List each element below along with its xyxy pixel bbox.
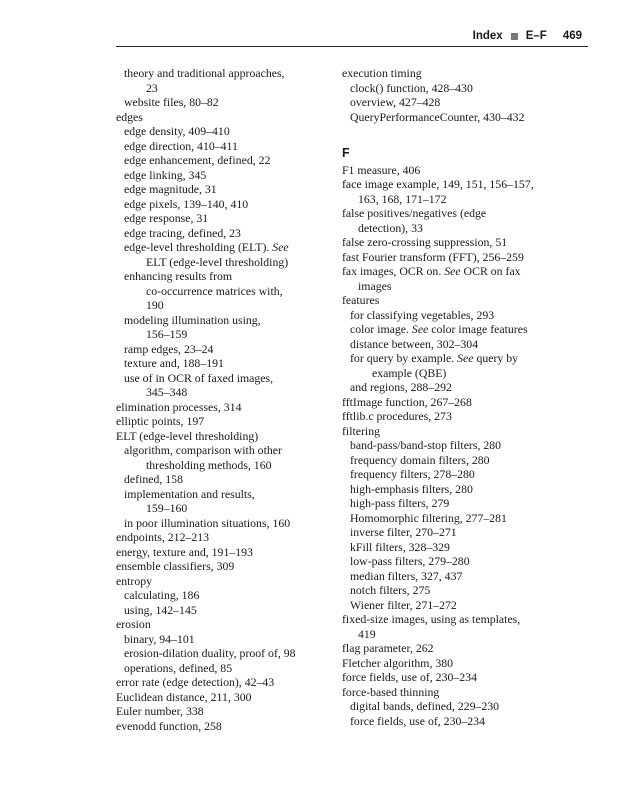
- running-header: [116, 30, 588, 46]
- index-entry: fftImage function, 267–268: [342, 394, 472, 409]
- index-entry: fixed-size images, using as templates,: [342, 612, 521, 626]
- index-subentry: erosion-dilation duality, proof of, 98: [124, 646, 296, 660]
- index-entry-continuation: 163, 168, 171–172: [358, 191, 447, 206]
- index-entry-continuation: 419: [358, 626, 376, 641]
- index-entry-continuation: co-occurrence matrices with,: [146, 283, 283, 298]
- index-entry: false positives/negatives (edge: [342, 206, 487, 220]
- index-subentry: theory and traditional approaches,: [124, 66, 285, 80]
- index-entry: filtering: [342, 423, 381, 438]
- index-subentry: texture and, 188–191: [124, 356, 224, 370]
- index-subentry: frequency filters, 278–280: [350, 467, 475, 481]
- index-entry-continuation: 23: [146, 80, 158, 95]
- index-subentry: ramp edges, 23–24: [124, 341, 214, 356]
- index-subentry: high-pass filters, 279: [350, 496, 450, 510]
- index-subentry: in poor illumination situations, 160: [124, 515, 291, 530]
- index-entry-continuation: thresholding methods, 160: [146, 457, 272, 472]
- header-range: E–F: [525, 30, 547, 42]
- index-entry: fftlib.c procedures, 273: [342, 409, 452, 423]
- index-subentry: band-pass/band-stop filters, 280: [350, 438, 502, 452]
- index-entry: entropy: [116, 573, 153, 588]
- index-subentry: website files, 80–82: [124, 95, 219, 109]
- index-entry-continuation: detection), 33: [358, 220, 423, 235]
- index-subentry: Wiener filter, 271–272: [350, 597, 457, 612]
- index-entry-continuation: example (QBE): [372, 365, 447, 380]
- index-subentry: median filters, 327, 437: [350, 568, 463, 583]
- index-entry: fast Fourier transform (FFT), 256–259: [342, 249, 524, 264]
- index-subentry: low-pass filters, 279–280: [350, 554, 470, 568]
- index-entry: Euler number, 338: [116, 704, 204, 718]
- index-entry: false zero-crossing suppression, 51: [342, 235, 508, 249]
- index-entry: flag parameter, 262: [342, 641, 434, 655]
- index-subentry: algorithm, comparison with other: [124, 443, 282, 457]
- index-subentry: defined, 158: [124, 472, 183, 486]
- index-entry: Euclidean distance, 211, 300: [116, 689, 252, 704]
- index-entry-continuation: 159–160: [146, 501, 188, 515]
- index-entry-continuation: 156–159: [146, 327, 188, 341]
- index-entry: Fletcher algorithm, 380: [342, 655, 454, 670]
- index-column-left: [116, 66, 324, 733]
- index-subentry: notch filters, 275: [350, 583, 431, 597]
- index-entry: endpoints, 212–213: [116, 530, 210, 544]
- index-entry-continuation: 190: [146, 298, 164, 312]
- header-rule: [116, 46, 588, 47]
- index-entry: elliptic points, 197: [116, 414, 205, 428]
- index-subentry: edge density, 409–410: [124, 124, 230, 138]
- index-subentry: edge response, 31: [124, 211, 209, 225]
- index-subentry: digital bands, defined, 229–230: [350, 699, 500, 713]
- index-subentry: edge enhancement, defined, 22: [124, 153, 271, 167]
- index-subentry: edge-level thresholding (ELT). See: [124, 240, 289, 254]
- header-title: Index: [472, 30, 503, 42]
- index-subentry: implementation and results,: [124, 486, 255, 501]
- page-number: 469: [562, 30, 582, 42]
- index-subentry: inverse filter, 270–271: [350, 525, 457, 539]
- index-subentry: enhancing results from: [124, 269, 233, 283]
- index-subentry: high-emphasis filters, 280: [350, 481, 473, 496]
- header-square-icon: [511, 33, 518, 40]
- index-entry: face image example, 149, 151, 156–157,: [342, 177, 534, 191]
- index-subentry: and regions, 288–292: [350, 380, 452, 394]
- index-subentry: edge tracing, defined, 23: [124, 225, 241, 240]
- index-entry: force-based thinning: [342, 684, 440, 699]
- index-entry: erosion: [116, 617, 151, 631]
- index-entry: edges: [116, 109, 143, 124]
- index-entry: evenodd function, 258: [116, 718, 222, 733]
- index-entry: features: [342, 293, 380, 307]
- index-subentry: binary, 94–101: [124, 631, 195, 646]
- index-entry: force fields, use of, 230–234: [342, 670, 477, 684]
- index-subentry: Homomorphic filtering, 277–281: [350, 510, 507, 525]
- index-subentry: edge magnitude, 31: [124, 182, 217, 196]
- index-entry: energy, texture and, 191–193: [116, 544, 253, 559]
- index-subentry: distance between, 302–304: [350, 336, 479, 351]
- index-subentry: use of in OCR of faxed images,: [124, 370, 274, 385]
- index-entry-continuation: ELT (edge-level thresholding): [146, 254, 289, 269]
- index-subentry: calculating, 186: [124, 588, 200, 602]
- index-subentry: color image. See color image features: [350, 322, 528, 336]
- index-subentry: overview, 427–428: [350, 95, 441, 109]
- index-subentry: operations, defined, 85: [124, 660, 233, 675]
- index-entry: execution timing: [342, 66, 422, 80]
- index-subentry: edge pixels, 139–140, 410: [124, 196, 249, 211]
- index-entry-continuation: images: [358, 278, 392, 293]
- index-entry: error rate (edge detection), 42–43: [116, 675, 275, 689]
- index-subentry: kFill filters, 328–329: [350, 539, 450, 554]
- index-subentry: frequency domain filters, 280: [350, 452, 490, 467]
- index-subentry: clock() function, 428–430: [350, 80, 473, 95]
- index-subentry: for query by example. See query by: [350, 351, 519, 365]
- index-entry: F1 measure, 406: [342, 162, 421, 177]
- index-entry: fax images, OCR on. See OCR on fax: [342, 264, 521, 278]
- index-entry-continuation: 345–348: [146, 385, 188, 399]
- index-subentry: force fields, use of, 230–234: [350, 713, 485, 728]
- index-entry: ELT (edge-level thresholding): [116, 428, 259, 443]
- index-column-right: [342, 66, 576, 728]
- index-subentry: modeling illumination using,: [124, 312, 261, 327]
- index-subentry: using, 142–145: [124, 602, 197, 617]
- index-subentry: for classifying vegetables, 293: [350, 307, 495, 322]
- index-subentry: QueryPerformanceCounter, 430–432: [350, 109, 525, 124]
- index-subentry: edge direction, 410–411: [124, 138, 238, 153]
- index-subentry: edge linking, 345: [124, 167, 207, 182]
- index-entry: elimination processes, 314: [116, 399, 242, 414]
- index-letter-heading: F: [342, 146, 350, 160]
- index-entry: ensemble classifiers, 309: [116, 559, 235, 573]
